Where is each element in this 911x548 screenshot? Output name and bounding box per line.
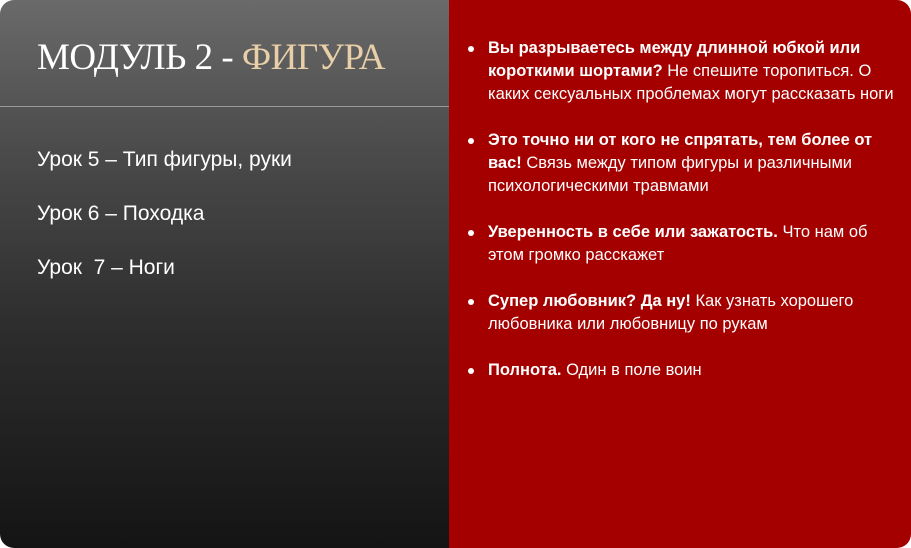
topic-lead: Это точно ни от кого не спрятать, тем более от вас! <box>488 131 873 172</box>
topic-item <box>466 129 896 198</box>
lesson-list <box>37 146 292 308</box>
topic-item <box>466 290 896 336</box>
topic-lead: Уверенность в себе или зажатость. <box>488 223 778 241</box>
bullet-icon <box>468 230 474 236</box>
topic-item <box>466 221 896 267</box>
topic-item <box>466 37 896 106</box>
bullet-icon <box>468 299 474 305</box>
module-header <box>0 0 449 107</box>
topic-text: Что нам об этом громко расскажет <box>488 223 868 264</box>
topic-text: Один в поле воин <box>561 361 702 379</box>
lesson-item: Урок 6 – Походка <box>37 202 205 225</box>
bullet-icon <box>468 46 474 52</box>
module-title-accent: ФИГУРА <box>241 37 386 78</box>
topic-lead: Супер любовник? Да ну! <box>488 292 691 310</box>
module-title-prefix: МОДУЛЬ 2 - <box>37 37 242 78</box>
lesson-item: Урок 5 – Тип фигуры, руки <box>37 148 292 171</box>
topic-item <box>466 359 896 382</box>
topic-text: Связь между типом фигуры и различными психологическими травмами <box>488 154 853 195</box>
lessons-panel <box>0 0 449 548</box>
module-title <box>37 36 385 79</box>
bullet-icon <box>468 138 474 144</box>
bullet-icon <box>468 368 474 374</box>
topics-panel <box>449 0 911 548</box>
lesson-item: Урок 7 – Ноги <box>37 256 175 279</box>
topic-list <box>466 37 896 405</box>
topic-text: Как узнать хорошего любовника или любовницу по рукам <box>488 292 854 333</box>
topic-text: Не спешите торопиться. О каких сексуальных проблемах могут рассказать ноги <box>488 62 894 103</box>
header-divider <box>0 106 449 107</box>
topic-lead: Полнота. <box>488 361 562 379</box>
topic-lead: Вы разрываетесь между длинной юбкой или короткими шортами? <box>488 39 861 80</box>
